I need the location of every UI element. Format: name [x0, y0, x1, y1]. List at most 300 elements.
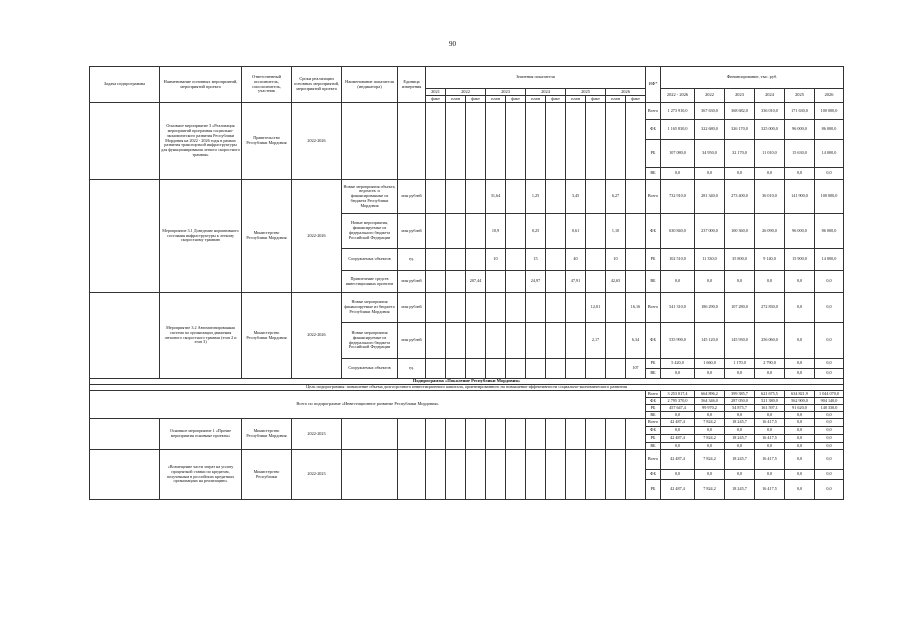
fin-value: 272 830,0	[755, 293, 785, 323]
indicator-value: 12,01	[586, 293, 606, 323]
fin-value: 107 080,0	[661, 140, 695, 168]
indicator-value	[526, 323, 546, 359]
indicator-value	[466, 359, 486, 379]
fin-value: 664 896,2	[695, 391, 725, 398]
indicator-value	[426, 450, 446, 500]
indicator-value	[506, 450, 526, 500]
fin-source: ФБ	[646, 470, 661, 480]
fin-value: 100 000,0	[815, 180, 844, 214]
indicator-value	[606, 359, 626, 379]
header-plan-fact: факт	[426, 96, 446, 103]
fin-source: Всего	[646, 391, 661, 398]
fin-value: 0,0	[785, 412, 815, 419]
fin-value: 634 821,9	[785, 391, 815, 398]
fin-value: 322 680,0	[695, 120, 725, 140]
fin-value: 1 660,0	[695, 359, 725, 369]
fin-value: 16 417,5	[755, 480, 785, 500]
program-table	[89, 66, 844, 500]
fin-value: 16 417,5	[755, 450, 785, 470]
fin-source: ФБ	[646, 398, 661, 405]
header-plan-fact: факт	[586, 96, 606, 103]
header-fin-year: 2025	[785, 89, 815, 103]
indicator-name: Сооружаемых объектов	[342, 249, 398, 271]
table-row	[90, 180, 844, 214]
fin-source: РБ	[646, 249, 661, 271]
fin-value: 0,0	[815, 293, 844, 323]
fin-value: 140 330,0	[815, 405, 844, 412]
indicator-value	[426, 419, 446, 450]
fin-value: 0,0	[785, 293, 815, 323]
indicator-unit: млн рублей	[398, 180, 426, 214]
fin-value: 541 310,0	[661, 293, 695, 323]
indicator-value: 16,16	[626, 293, 646, 323]
executor-cell: Министерство Республики Мордовия	[242, 180, 292, 293]
fin-value: 0,0	[785, 271, 815, 293]
fin-value: 15 630,0	[785, 140, 815, 168]
fin-value: 368 682,0	[725, 103, 755, 120]
task-cell	[90, 180, 160, 293]
subprogram-total-label: Всего по подпрограмме «Инвестиционное развитие Республики Мордовия»	[90, 391, 646, 419]
indicator-name: Привлечение средств инвестиционных проектов	[342, 271, 398, 293]
fin-value: 0,0	[661, 427, 695, 435]
indicator-value	[506, 103, 526, 180]
fin-value: 0,0	[661, 168, 695, 180]
fin-source: РБ	[646, 140, 661, 168]
fin-value: 11 330,0	[695, 249, 725, 271]
indicator-value: 10	[606, 249, 626, 271]
fin-value: 0,0	[661, 271, 695, 293]
fin-value: 0,0	[815, 323, 844, 359]
fin-source: Всего	[646, 103, 661, 120]
header-indicator: Наименование показателя (индикатора)	[342, 67, 398, 103]
indicator-name: Сооружаемых объектов	[342, 359, 398, 379]
fin-value: 0,0	[695, 470, 725, 480]
fin-value: 0,0	[815, 470, 844, 480]
header-plan-fact: факт	[506, 96, 526, 103]
fin-value: 0,0	[695, 271, 725, 293]
fin-value: 1 170,0	[725, 359, 755, 369]
indicator-value	[566, 419, 586, 450]
fin-value: 0,0	[815, 359, 844, 369]
fin-value: 15 900,0	[785, 249, 815, 271]
subprogram-goal: Цель подпрограммы: повышение объема долгосрочного инвестиционного капитала, ориентированного на повышение эффективности социально-экономического развития	[90, 385, 844, 391]
indicator-value	[466, 214, 486, 249]
indicator-value	[546, 293, 566, 323]
period-cell: 2022-2023	[292, 419, 342, 450]
fin-value: 7 824,2	[695, 480, 725, 500]
executor-cell: Министерство Республики Мордовия	[242, 293, 292, 379]
fin-value: 42 487,4	[661, 419, 695, 427]
fin-value: 91 620,0	[785, 405, 815, 412]
executor-cell: Министерство Республики	[242, 450, 292, 500]
header-plan-fact: план	[526, 96, 546, 103]
indicator-value	[606, 293, 626, 323]
indicator-value	[546, 419, 566, 450]
indicator-value	[566, 323, 586, 359]
indicator-name: Новые мероприятия финансируемые из федерального бюджета Российской Федерации	[342, 323, 398, 359]
fin-value: 0,0	[815, 369, 844, 379]
indicator-cell	[342, 450, 398, 500]
indicator-unit: млн рублей	[398, 323, 426, 359]
indicator-value	[626, 450, 646, 500]
indicator-value	[446, 180, 466, 214]
fin-source: ВБ	[646, 443, 661, 450]
fin-value: 18 245,7	[725, 450, 755, 470]
indicator-value	[446, 293, 466, 323]
fin-value: 0,0	[785, 443, 815, 450]
fin-value: 630 840,0	[661, 214, 695, 249]
indicator-value	[626, 419, 646, 450]
indicator-value	[486, 323, 506, 359]
fin-value: 11 010,0	[755, 140, 785, 168]
indicator-value	[506, 214, 526, 249]
fin-value: 26 090,0	[755, 214, 785, 249]
indicator-value	[566, 103, 586, 180]
indicator-value: 0,25	[526, 214, 546, 249]
indicator-unit: млн рублей	[398, 214, 426, 249]
fin-value: 521 380,0	[755, 398, 785, 405]
fin-value: 0,0	[725, 427, 755, 435]
header-fin-year: 2022	[695, 89, 725, 103]
fin-value: 186 290,0	[695, 293, 725, 323]
header-fin-year: 2023	[725, 89, 755, 103]
fin-value: 325 000,0	[755, 120, 785, 140]
fin-value: 273 400,0	[725, 180, 755, 214]
indicator-value	[466, 450, 486, 500]
activity-cell: «Возмещение части затрат на уплату процентной ставки по кредитам, полученным в российских кредитных организациях на реализацию»	[160, 450, 242, 500]
indicator-value	[506, 419, 526, 450]
indicator-value: 6,27	[606, 180, 626, 214]
indicator-value	[506, 271, 526, 293]
indicator-value	[626, 180, 646, 214]
period-cell: 2022-2026	[292, 180, 342, 293]
period-cell: 2022-2023	[292, 450, 342, 500]
table-row	[90, 103, 844, 120]
indicator-value	[426, 323, 446, 359]
indicator-value	[526, 419, 546, 450]
fin-source: ФБ	[646, 323, 661, 359]
fin-value: 0,0	[725, 271, 755, 293]
fin-value: 0,0	[785, 427, 815, 435]
indicator-value	[486, 271, 506, 293]
fin-value: 237 000,0	[695, 214, 725, 249]
indicator-value	[526, 359, 546, 379]
indicator-value: 107	[626, 359, 646, 379]
fin-source: РБ	[646, 405, 661, 412]
indicator-value	[546, 359, 566, 379]
fin-value: 0,0	[661, 443, 695, 450]
task-cell	[90, 293, 160, 379]
executor-cell: Министерство Республики Мордовия	[242, 419, 292, 450]
fin-value: 96 000,0	[785, 120, 815, 140]
fin-source: ВБ	[646, 369, 661, 379]
fin-value: 0,0	[785, 323, 815, 359]
indicator-value: 6,34	[626, 323, 646, 359]
indicator-value	[626, 249, 646, 271]
fin-value: 0,0	[755, 470, 785, 480]
fin-source: Всего	[646, 419, 661, 427]
indicator-value	[506, 323, 526, 359]
indicator-value	[446, 323, 466, 359]
fin-source: ФБ	[646, 120, 661, 140]
fin-source: ВБ	[646, 168, 661, 180]
header-indicator-values: Значения показателя	[426, 67, 646, 89]
indicator-value	[446, 450, 466, 500]
fin-value: 0,0	[695, 427, 725, 435]
indicator-value	[486, 359, 506, 379]
fin-value: 171 630,0	[785, 103, 815, 120]
fin-value: 1 273 910,0	[661, 103, 695, 120]
header-year: 2025	[566, 89, 606, 96]
indicator-value	[586, 249, 606, 271]
indicator-value	[506, 249, 526, 271]
fin-value: 0,0	[755, 412, 785, 419]
indicator-name: Новые мероприятия, финансируемые из федерального бюджета Российской Федерации	[342, 214, 398, 249]
indicator-value	[546, 323, 566, 359]
indicator-value: 207,44	[466, 271, 486, 293]
fin-value: 0,0	[815, 435, 844, 443]
fin-source: РБ	[646, 435, 661, 443]
fin-value: 0,0	[785, 168, 815, 180]
table-row	[90, 293, 844, 323]
indicator-value: 10	[486, 249, 506, 271]
activity-cell: Мероприятие 3.1 Доведение нормативного состояния инфраструктуры к легкому скоростному трамваю	[160, 180, 242, 293]
fin-value: 0,0	[725, 168, 755, 180]
fin-value: 0,0	[725, 412, 755, 419]
fin-value: 0,0	[695, 443, 725, 450]
header-fin-year: 2022 - 2026	[661, 89, 695, 103]
table-row	[90, 450, 844, 470]
fin-value: 2 790,0	[755, 359, 785, 369]
indicator-value: 47,91	[566, 271, 586, 293]
indicator-value	[606, 103, 626, 180]
indicator-value	[426, 271, 446, 293]
fin-value: 0,0	[695, 412, 725, 419]
fin-value: 2 795 370,0	[661, 398, 695, 405]
fin-value: 0,0	[815, 419, 844, 427]
fin-value: 0,0	[725, 470, 755, 480]
fin-source: ФБ	[646, 427, 661, 435]
indicator-value: 15	[526, 249, 546, 271]
fin-value: 904 140,0	[815, 398, 844, 405]
fin-value: 96 000,0	[785, 214, 815, 249]
header-plan-fact: факт	[626, 96, 646, 103]
fin-source: Всего	[646, 450, 661, 470]
fin-value: 0,0	[815, 168, 844, 180]
indicator-value	[506, 293, 526, 323]
activity-cell: Основное мероприятие 1 «Прочие мероприятия основные проекты»	[160, 419, 242, 450]
fin-value: 145 120,0	[695, 323, 725, 359]
fin-value: 145 930,0	[725, 323, 755, 359]
indicator-value	[486, 103, 506, 180]
fin-value: 7 824,2	[695, 435, 725, 443]
header-plan-fact: факт	[546, 96, 566, 103]
unit-cell	[398, 450, 426, 500]
fin-value: 7 824,2	[695, 419, 725, 427]
fin-value: 18 245,7	[725, 480, 755, 500]
fin-value: 86 000,0	[815, 120, 844, 140]
fin-value: 16 417,5	[755, 435, 785, 443]
fin-value: 86 000,0	[815, 214, 844, 249]
fin-value: 16 417,5	[755, 419, 785, 427]
fin-value: 256 060,0	[755, 323, 785, 359]
executor-cell: Правительство Республики Мордовия	[242, 103, 292, 180]
table-row	[90, 391, 844, 398]
fin-value: 0,0	[785, 450, 815, 470]
indicator-value	[506, 180, 526, 214]
fin-value: 100 360,0	[725, 214, 755, 249]
indicator-value	[486, 419, 506, 450]
indicator-cell	[342, 419, 398, 450]
fin-value: 0,0	[755, 443, 785, 450]
indicator-value	[446, 359, 466, 379]
fin-value: 99 970,2	[695, 405, 725, 412]
fin-source: ВБ	[646, 412, 661, 419]
fin-value: 0,0	[815, 443, 844, 450]
fin-value: 14 000,0	[815, 249, 844, 271]
indicator-cell	[342, 103, 398, 180]
indicator-value	[626, 271, 646, 293]
fin-value: 399 385,7	[725, 391, 755, 398]
indicator-value	[446, 103, 466, 180]
indicator-value	[606, 323, 626, 359]
indicator-value	[546, 214, 566, 249]
fin-value: 18 245,7	[725, 435, 755, 443]
subprogram-title: Подпрограмма «Поколение Республики Мордовия»	[90, 379, 844, 385]
indicator-value	[446, 214, 466, 249]
page-number: 90	[449, 40, 456, 48]
header-financing: Финансирование, тыс. руб.	[661, 67, 844, 89]
indicator-value	[466, 419, 486, 450]
indicator-value	[606, 450, 626, 500]
indicator-value	[466, 180, 486, 214]
fin-source: РБ	[646, 359, 661, 369]
indicator-value	[466, 293, 486, 323]
fin-value: 0,0	[661, 412, 695, 419]
indicator-unit: млн рублей	[398, 293, 426, 323]
fin-value: 32 170,0	[725, 140, 755, 168]
header-plan-fact: факт	[466, 96, 486, 103]
fin-value: 14 000,0	[815, 140, 844, 168]
fin-value: 0,0	[695, 168, 725, 180]
indicator-value	[546, 249, 566, 271]
indicator-value	[526, 293, 546, 323]
indicator-unit: ед.	[398, 359, 426, 379]
task-cell	[90, 103, 160, 180]
fin-value: 0,0	[755, 369, 785, 379]
fin-source: ВБ	[646, 271, 661, 293]
period-cell: 2022-2026	[292, 103, 342, 180]
fin-value: 562 900,0	[785, 398, 815, 405]
table-row	[90, 67, 844, 89]
header-plan-fact: план	[446, 96, 466, 103]
header-source: ИФ*	[646, 67, 661, 103]
indicator-value	[626, 214, 646, 249]
indicator-value	[566, 450, 586, 500]
indicator-value	[586, 214, 606, 249]
header-plan-fact: план	[566, 96, 586, 103]
fin-value: 5 420,0	[661, 359, 695, 369]
indicator-value	[526, 103, 546, 180]
activity-cell: Мероприятие 3.2 Автоматизированная система по организации движения легкового скоростного трамвая (этап 2 и этап 3)	[160, 293, 242, 379]
fin-value: 287 050,0	[725, 398, 755, 405]
fin-value: 564 346,0	[695, 398, 725, 405]
indicator-value: 1,25	[526, 180, 546, 214]
fin-value: 54 875,7	[725, 405, 755, 412]
fin-value: 1 165 830,0	[661, 120, 695, 140]
indicator-value	[586, 419, 606, 450]
indicator-value	[566, 293, 586, 323]
indicator-value: 42,65	[606, 271, 626, 293]
fin-value: 0,0	[815, 271, 844, 293]
header-fin-year: 2024	[755, 89, 785, 103]
fin-value: 3 253 017,4	[661, 391, 695, 398]
task-cell	[90, 450, 160, 500]
header-task: Задача подпрограммы	[90, 67, 160, 103]
indicator-value: 31,64	[486, 180, 506, 214]
fin-value: 107 280,0	[725, 293, 755, 323]
fin-value: 0,0	[815, 480, 844, 500]
fin-value: 0,0	[785, 470, 815, 480]
fin-value: 0,0	[755, 427, 785, 435]
header-year: 2023	[486, 89, 526, 96]
header-year: 2026	[606, 89, 646, 96]
fin-value: 9 140,0	[755, 249, 785, 271]
fin-value: 0,0	[661, 369, 695, 379]
indicator-value: 2,17	[586, 323, 606, 359]
fin-value: 0,0	[661, 470, 695, 480]
fin-value: 141 900,0	[785, 180, 815, 214]
fin-value: 0,0	[755, 168, 785, 180]
fin-source: Всего	[646, 180, 661, 214]
indicator-value	[586, 450, 606, 500]
fin-value: 336 010,0	[755, 103, 785, 120]
indicator-value	[526, 450, 546, 500]
indicator-value	[426, 214, 446, 249]
indicator-value	[446, 419, 466, 450]
indicator-value	[546, 271, 566, 293]
fin-value: 0,0	[785, 369, 815, 379]
fin-value: 326 170,0	[725, 120, 755, 140]
fin-value: 0,0	[695, 369, 725, 379]
indicator-value	[546, 103, 566, 180]
indicator-value	[486, 293, 506, 323]
indicator-value	[586, 359, 606, 379]
indicator-value	[466, 323, 486, 359]
indicator-value	[486, 450, 506, 500]
indicator-name: Новые мероприятия финансируемые из бюджета Республики Мордовия	[342, 293, 398, 323]
indicator-value: 10,9	[486, 214, 506, 249]
indicator-value	[426, 180, 446, 214]
indicator-value	[586, 271, 606, 293]
task-cell	[90, 419, 160, 450]
indicator-value	[586, 180, 606, 214]
indicator-unit: млн рублей	[398, 271, 426, 293]
fin-value: 0,0	[815, 450, 844, 470]
fin-value: 36 010,0	[755, 180, 785, 214]
indicator-value	[446, 271, 466, 293]
fin-value: 1 044 070,0	[815, 391, 844, 398]
period-cell: 2022-2026	[292, 293, 342, 379]
fin-value: 100 000,0	[815, 103, 844, 120]
indicator-value	[426, 103, 446, 180]
fin-source: ФБ	[646, 214, 661, 249]
header-year: 2021	[426, 89, 446, 96]
fin-value: 0,0	[815, 427, 844, 435]
fin-value: 621 675,5	[755, 391, 785, 398]
fin-value: 535 990,0	[661, 323, 695, 359]
fin-source: РБ	[646, 480, 661, 500]
